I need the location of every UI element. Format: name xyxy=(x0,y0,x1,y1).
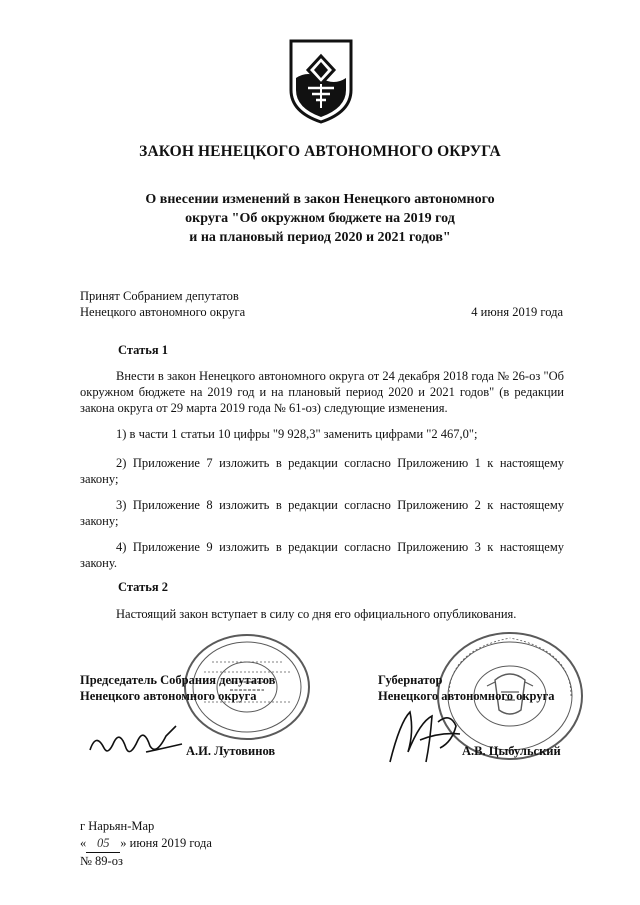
article-1-item: 2) Приложение 7 изложить в редакции согласно Приложению 1 к настоящему закону; xyxy=(80,456,564,486)
adopted-date: 4 июня 2019 года xyxy=(471,305,563,319)
law-title: ЗАКОН НЕНЕЦКОГО АВТОНОМНОГО ОКРУГА xyxy=(139,143,501,160)
subtitle-line: округа "Об окружном бюджете на 2019 год xyxy=(185,211,455,226)
subtitle-line: О внесении изменений в закон Ненецкого автономного xyxy=(145,192,495,207)
right-title-line: Ненецкого автономного округа xyxy=(378,689,555,703)
right-signature xyxy=(380,702,470,772)
footer-block xyxy=(80,818,212,870)
adopted-line: Принят Собранием депутатов xyxy=(80,289,239,303)
left-signature xyxy=(86,722,186,766)
article-1-heading: Статья 1 xyxy=(118,343,168,357)
article-1-item: 3) Приложение 8 изложить в редакции согласно Приложению 2 к настоящему закону; xyxy=(80,498,564,528)
adopted-by xyxy=(80,288,245,320)
footer-number: № 89-оз xyxy=(80,854,123,868)
article-1-item: 4) Приложение 9 изложить в редакции согласно Приложению 3 к настоящему закону. xyxy=(80,540,564,570)
article-2-text: Настоящий закон вступает в силу со дня его официального опубликования. xyxy=(116,607,517,621)
subtitle-line: и на плановый период 2020 и 2021 годов" xyxy=(189,230,451,245)
left-title-line: Председатель Собрания депутатов xyxy=(80,673,276,687)
left-title-line: Ненецкого автономного округа xyxy=(80,689,257,703)
right-signatory-title xyxy=(378,672,555,704)
coat-of-arms-emblem xyxy=(288,38,354,124)
date-rest: » июня 2019 года xyxy=(120,836,212,850)
left-signatory-title xyxy=(80,672,275,704)
law-subtitle xyxy=(100,190,540,247)
left-signatory-name: А.И. Лутовинов xyxy=(186,744,276,758)
right-title-line: Губернатор xyxy=(378,673,443,687)
article-2-heading: Статья 2 xyxy=(118,580,168,594)
right-signatory-name: А.В. Цыбульский xyxy=(462,744,561,758)
article-1-intro: Внести в закон Ненецкого автономного округа от 24 декабря 2018 года № 26-оз "Об окружном бюджете на 2019 год и на плановый период 2020 и 2021 годов" (в редакции закона округа от 29 марта 2019 года № 61-оз) следующие изменения. xyxy=(80,369,564,415)
date-open-quote: « xyxy=(80,836,87,850)
article-1-item: 1) в части 1 статьи 10 цифры "9 928,3" заменить цифрами "2 467,0"; xyxy=(116,427,478,441)
date-day: 05 xyxy=(86,835,120,853)
adopted-line: Ненецкого автономного округа xyxy=(80,305,246,319)
footer-city: г Нарьян-Мар xyxy=(80,819,155,833)
footer-date xyxy=(80,835,212,853)
